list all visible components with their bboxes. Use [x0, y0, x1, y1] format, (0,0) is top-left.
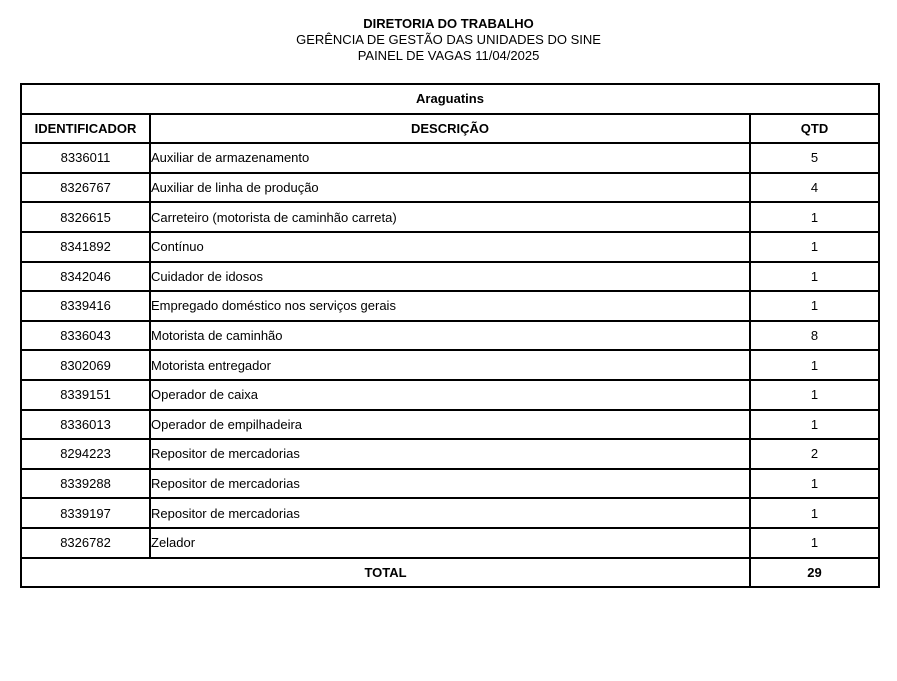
- table-row: [21, 321, 879, 351]
- row-description: Zelador: [150, 528, 750, 558]
- row-description: Auxiliar de armazenamento: [150, 143, 750, 173]
- table-row: [21, 410, 879, 440]
- column-header-desc: DESCRIÇÃO: [150, 114, 750, 144]
- row-description: Repositor de mercadorias: [150, 469, 750, 499]
- table-row: [21, 380, 879, 410]
- row-id: 8336013: [21, 410, 150, 440]
- header-subtitle: GERÊNCIA DE GESTÃO DAS UNIDADES DO SINE: [296, 32, 601, 47]
- table-body: [21, 143, 879, 557]
- row-id: 8339416: [21, 291, 150, 321]
- column-header-row: [21, 114, 879, 144]
- row-quantity: 8: [750, 321, 879, 351]
- row-quantity: 1: [750, 202, 879, 232]
- city-name: Araguatins: [21, 84, 879, 114]
- row-id: 8326782: [21, 528, 150, 558]
- row-quantity: 1: [750, 232, 879, 262]
- row-quantity: 1: [750, 528, 879, 558]
- row-description: Carreteiro (motorista de caminhão carreta): [150, 202, 750, 232]
- table-row: [21, 232, 879, 262]
- row-id: 8336011: [21, 143, 150, 173]
- row-description: Cuidador de idosos: [150, 262, 750, 292]
- row-id: 8342046: [21, 262, 150, 292]
- table-row: [21, 350, 879, 380]
- row-id: 8326615: [21, 202, 150, 232]
- column-header-qtd: QTD: [750, 114, 879, 144]
- row-description: Empregado doméstico nos serviços gerais: [150, 291, 750, 321]
- row-id: 8339197: [21, 498, 150, 528]
- vacancies-table: [20, 83, 880, 588]
- table-row: [21, 173, 879, 203]
- row-id: 8294223: [21, 439, 150, 469]
- table-row: [21, 469, 879, 499]
- table-row: [21, 439, 879, 469]
- row-description: Motorista entregador: [150, 350, 750, 380]
- row-quantity: 1: [750, 410, 879, 440]
- table-row: [21, 143, 879, 173]
- table-row: [21, 528, 879, 558]
- table-row: [21, 291, 879, 321]
- total-label: TOTAL: [21, 558, 750, 588]
- row-quantity: 1: [750, 469, 879, 499]
- total-row: [21, 558, 879, 588]
- header-title: DIRETORIA DO TRABALHO: [363, 16, 534, 31]
- header-panel-date: PAINEL DE VAGAS 11/04/2025: [357, 48, 540, 63]
- row-description: Contínuo: [150, 232, 750, 262]
- row-description: Motorista de caminhão: [150, 321, 750, 351]
- total-value: 29: [750, 558, 879, 588]
- document-header: [0, 16, 897, 64]
- row-quantity: 2: [750, 439, 879, 469]
- row-quantity: 1: [750, 498, 879, 528]
- row-description: Operador de caixa: [150, 380, 750, 410]
- row-id: 8339151: [21, 380, 150, 410]
- column-header-id: IDENTIFICADOR: [21, 114, 150, 144]
- row-quantity: 4: [750, 173, 879, 203]
- row-id: 8339288: [21, 469, 150, 499]
- row-quantity: 1: [750, 291, 879, 321]
- table-row: [21, 262, 879, 292]
- row-quantity: 5: [750, 143, 879, 173]
- row-id: 8326767: [21, 173, 150, 203]
- row-description: Repositor de mercadorias: [150, 498, 750, 528]
- row-description: Operador de empilhadeira: [150, 410, 750, 440]
- row-quantity: 1: [750, 350, 879, 380]
- row-description: Repositor de mercadorias: [150, 439, 750, 469]
- row-id: 8336043: [21, 321, 150, 351]
- table-row: [21, 202, 879, 232]
- row-quantity: 1: [750, 262, 879, 292]
- row-description: Auxiliar de linha de produção: [150, 173, 750, 203]
- row-id: 8341892: [21, 232, 150, 262]
- city-row: [21, 84, 879, 114]
- row-id: 8302069: [21, 350, 150, 380]
- row-quantity: 1: [750, 380, 879, 410]
- table-row: [21, 498, 879, 528]
